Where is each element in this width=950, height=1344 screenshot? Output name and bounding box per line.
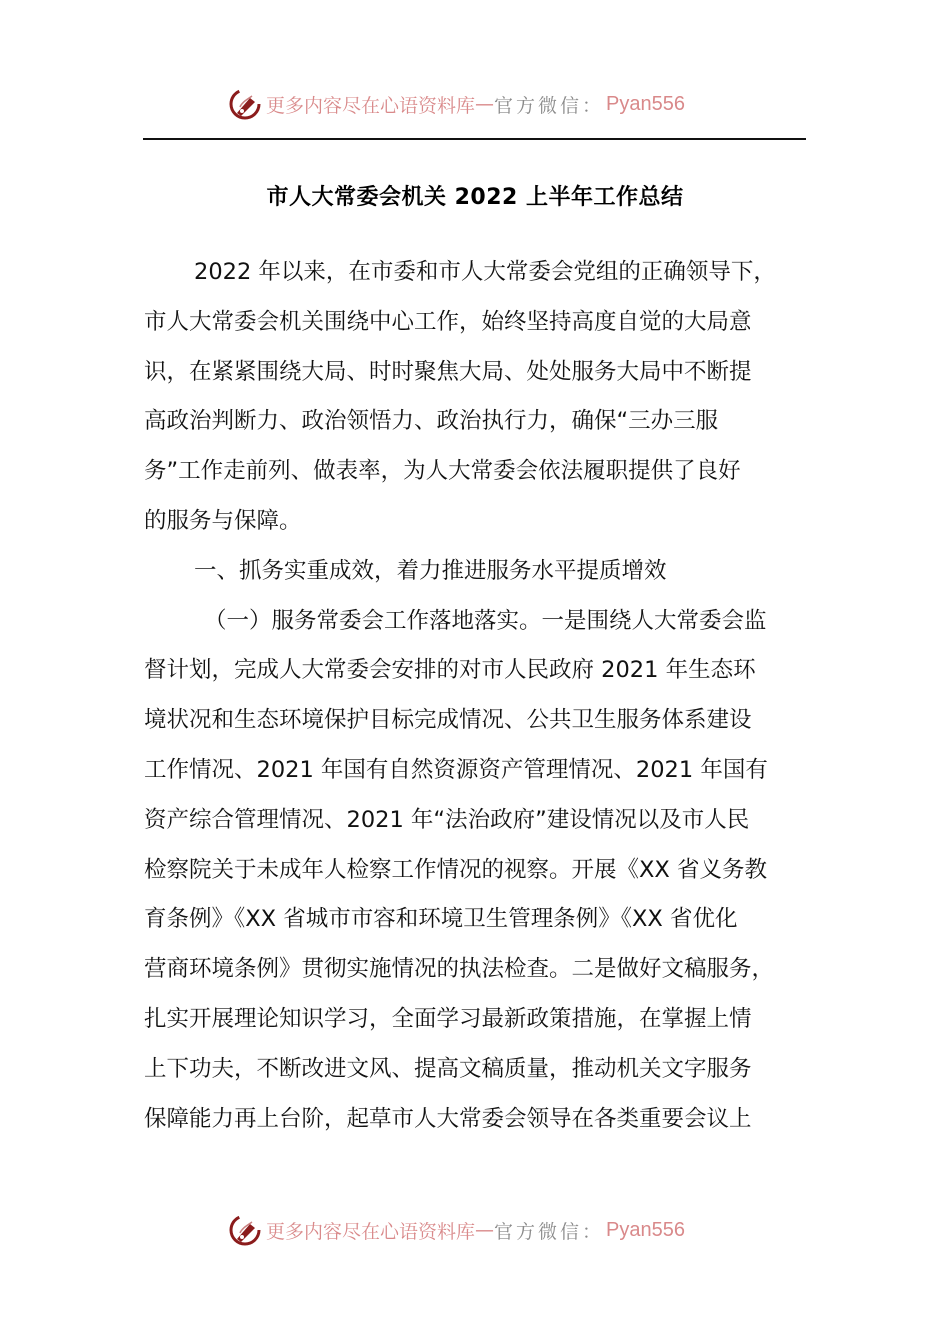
watermark-footer: [228, 1210, 685, 1250]
watermark-text: 更多内容尽在心语资料库: [266, 1220, 476, 1243]
watermark-wechat-label: 官方微信：: [494, 94, 605, 117]
pen-nib-logo-icon: [228, 1213, 262, 1247]
document-body: [144, 248, 809, 1144]
watermark-dash: —: [475, 1219, 495, 1241]
paragraph-line: 2022 年以来，在市委和市人大常委会党组的正确领导下，: [194, 259, 776, 285]
watermark-text: 更多内容尽在心语资料库: [266, 94, 476, 117]
watermark-dash: —: [475, 93, 495, 115]
paragraph-line: 工作情况、2021 年国有自然资源资产管理情况、2021 年国有: [144, 756, 768, 783]
paragraph-line: 扎实开展理论知识学习，全面学习最新政策措施，在掌握上情: [144, 1005, 752, 1032]
header-divider: [143, 138, 806, 140]
paragraph-line: 资产综合管理情况、2021 年“法治政府”建设情况以及市人民: [144, 806, 750, 833]
document-title: 市人大常委会机关 2022 上半年工作总结: [266, 185, 684, 210]
paragraph-line: （一）服务常委会工作落地落实。一是围绕人大常委会监: [204, 607, 767, 634]
watermark-wechat-label: 官方微信：: [494, 1220, 605, 1243]
paragraph-line: 务”工作走前列、做表率，为人大常委会依法履职提供了良好: [144, 458, 741, 485]
paragraph-line: 高政治判断力、政治领悟力、政治执行力，确保“三办三服: [144, 408, 719, 435]
paragraph-line: 营商环境条例》贯彻实施情况的执法检查。二是做好文稿服务，: [144, 956, 775, 983]
paragraph-line: 保障能力再上台阶，起草市人大常委会领导在各类重要会议上: [144, 1105, 752, 1132]
paragraph-line: 检察院关于未成年人检察工作情况的视察。开展《XX 省义务教: [144, 856, 767, 883]
paragraph-line: 境状况和生态环境保护目标完成情况、公共卫生服务体系建设: [144, 707, 752, 734]
paragraph-line: 上下功夫，不断改进文风、提高文稿质量，推动机关文字服务: [144, 1055, 752, 1082]
paragraph-line: 市人大常委会机关围绕中心工作，始终坚持高度自觉的大局意: [144, 308, 752, 335]
pen-nib-logo-icon: [228, 87, 262, 121]
watermark-wechat-id: Pyan556: [606, 92, 685, 115]
paragraph-line: 督计划，完成人大常委会安排的对市人民政府 2021 年生态环: [144, 657, 756, 684]
paragraph-line: 识，在紧紧围绕大局、时时聚焦大局、处处服务大局中不断提: [144, 358, 752, 385]
paragraph-line: 育条例》《XX 省城市市容和环境卫生管理条例》《XX 省优化: [144, 906, 738, 933]
watermark-wechat-id: Pyan556: [606, 1218, 685, 1241]
watermark-header: [228, 84, 685, 124]
paragraph-line: 的服务与保障。: [144, 507, 302, 534]
section-heading: 一、抓务实重成效，着力推进服务水平提质增效: [194, 557, 667, 584]
